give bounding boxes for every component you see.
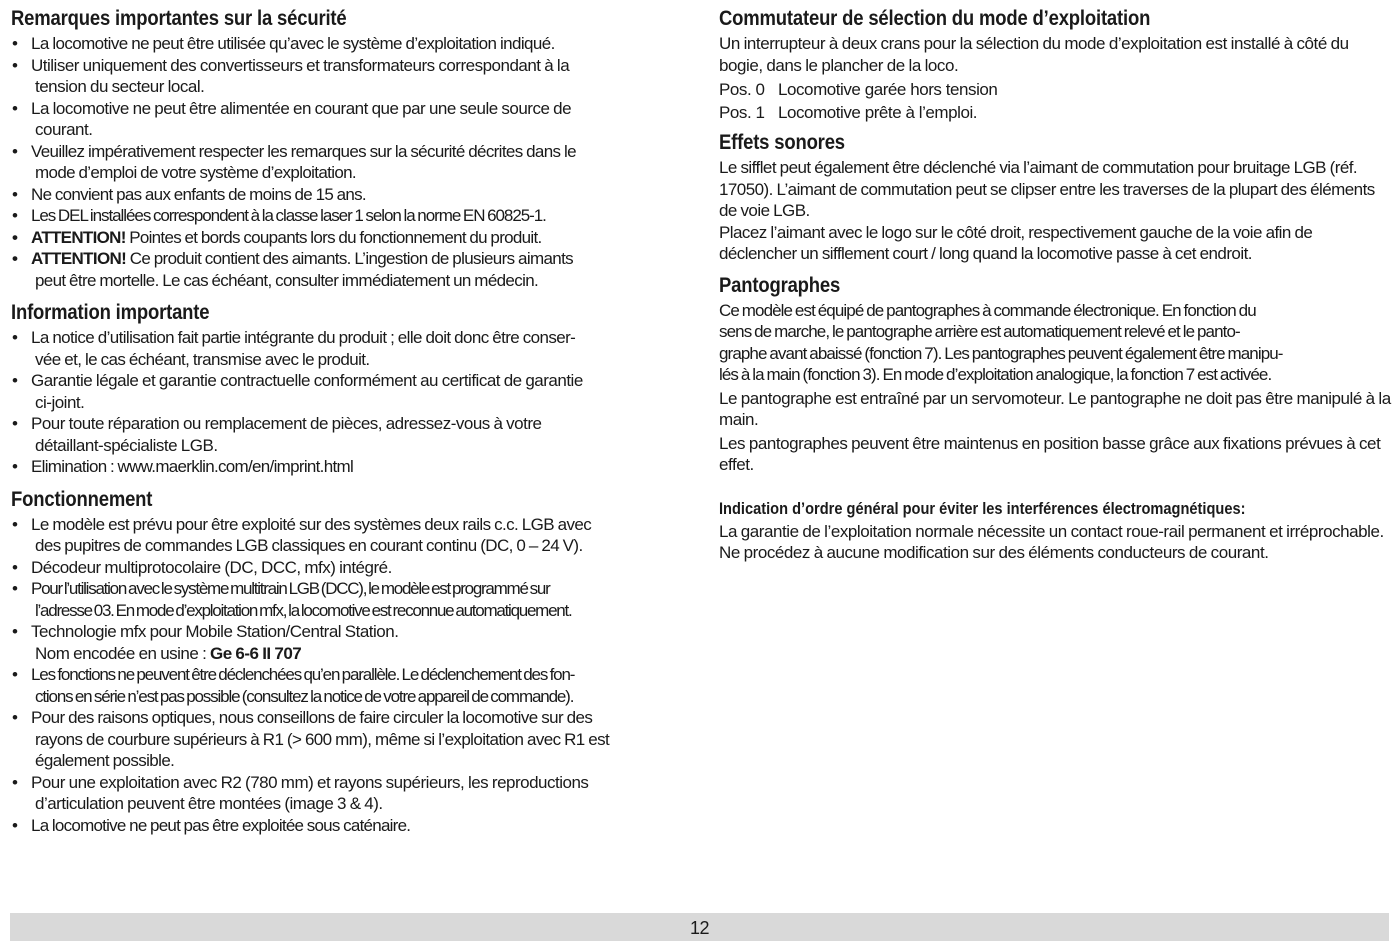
sound-paragraph-2: Placez l’aimant avec le logo sur le côté droit, respectivement gauche de la voie afin de déclencher un sifflement court / long quand la locomotive passe à cet endroit. (719, 222, 1313, 263)
footer-bar (10, 913, 1389, 941)
position-row: Pos. 0 Locomotive garée hors tension (719, 80, 998, 99)
safety-heading: Remarques importantes sur la sécurité (11, 7, 347, 30)
panto-paragraph-2: Le pantographe est entraîné par un servomoteur. Le pantographe ne doit pas être manipulé à la main. (719, 388, 1391, 429)
loco-name: Ge 6-6 II 707 (210, 643, 302, 663)
bullet-icon: • (12, 557, 18, 577)
bullet-icon: • (12, 34, 18, 53)
operation-list (11, 514, 687, 837)
list-item: • Pour une exploitation avec R2 (780 mm) et rayons supérieurs, les reproductions d’articulation peuvent être montées (image 3 & 4). (12, 772, 589, 813)
list-item: • Pour des raisons optiques, nous conseillons de faire circuler la locomotive sur des rayons de courbure supérieurs à R1 (> 600 mm), même si l’exploitation avec R1 est également possible. (12, 708, 610, 770)
list-item: • Les DEL installées correspondent à la classe laser 1 selon la norme EN 60825-1. (12, 206, 546, 225)
bullet-icon: • (12, 815, 18, 835)
operation-section (11, 487, 687, 837)
safety-section (11, 6, 687, 291)
emc-body: La garantie de l’exploitation normale nécessite un contact roue-rail permanent et irréprochable. Ne procédez à aucune modification sur des éléments conducteurs de courant. (719, 521, 1384, 562)
info-list (11, 327, 687, 478)
list-item: • ATTENTION! Pointes et bords coupants lors du fonctionnement du produit. (12, 227, 542, 247)
list-item: • Utiliser uniquement des convertisseurs et transformateurs correspondant à la tension du secteur local. (12, 55, 570, 96)
list-item: • Garantie légale et garantie contractuelle conformément au certificat de garantie ci-joint. (12, 371, 583, 412)
position-row: Pos. 1 Locomotive prête à l’emploi. (719, 103, 978, 122)
switch-body: Un interrupteur à deux crans pour la sélection du mode d’exploitation est installé à côté du bogie, dans le plancher de la loco. (719, 34, 1349, 75)
operation-heading: Fonctionnement (11, 487, 153, 511)
sound-section (719, 130, 1391, 265)
bullet-icon: • (12, 249, 18, 268)
bullet-icon: • (12, 665, 17, 684)
emc-section (719, 498, 1391, 564)
bullet-icon: • (12, 622, 18, 641)
list-item: • La locomotive ne peut être alimentée en courant que par une seule source de courant. (12, 98, 572, 139)
bullet-icon: • (12, 227, 18, 247)
attention-label: ATTENTION! (31, 227, 126, 247)
bullet-icon: • (12, 206, 17, 225)
bullet-icon: • (12, 98, 18, 118)
bullet-icon: • (12, 371, 18, 390)
list-item: • Décodeur multiprotocolaire (DC, DCC, mfx) intégré. (12, 557, 392, 577)
bullet-icon: • (12, 141, 18, 161)
list-item: • Technologie mfx pour Mobile Station/Central Station. Nom encodée en usine : Ge 6-6 II 707 (12, 622, 399, 663)
info-section (11, 300, 687, 478)
list-item: • Le modèle est prévu pour être exploité sur des systèmes deux rails c.c. LGB avec des pupitres de commandes LGB classiques en courant continu (DC, 0 – 24 V). (12, 514, 592, 555)
sound-heading: Effets sonores (719, 131, 845, 154)
bullet-icon: • (12, 579, 17, 598)
list-item: • Elimination : www.maerklin.com/en/imprint.html (12, 457, 354, 476)
safety-list (11, 33, 687, 291)
attention-label: ATTENTION! (31, 249, 127, 268)
bullet-icon: • (12, 328, 18, 347)
list-item: • Pour toute réparation ou remplacement de pièces, adressez-vous à votre détaillant-spécialiste LGB. (12, 414, 542, 455)
list-item: • Ne convient pas aux enfants de moins de 15 ans. (12, 184, 366, 204)
list-item: • ATTENTION! Ce produit contient des aimants. L’ingestion de plusieurs aimants peut être mortelle. Le cas échéant, consulter immédiatement un médecin. (12, 249, 574, 290)
emc-heading: Indication d’ordre général pour éviter les interférences électromagnétiques: (719, 498, 1246, 518)
page-number: 12 (689, 918, 710, 938)
bullet-icon: • (12, 184, 18, 204)
bullet-icon: • (12, 772, 18, 792)
bullet-icon: • (12, 414, 18, 433)
list-item: • Pour l’utilisation avec le système multitrain LGB (DCC), le modèle est programmé sur l’adresse 03. En mode d’exploitation mfx, la locomotive est reconnue automatiquement. (12, 579, 572, 620)
bullet-icon: • (12, 708, 18, 727)
bullet-icon: • (12, 514, 18, 534)
bullet-icon: • (12, 457, 18, 476)
switch-heading: Commutateur de sélection du mode d’exploitation (719, 7, 1151, 30)
list-item: • Veuillez impérativement respecter les remarques sur la sécurité décrites dans le mode d’emploi de votre système d’exploitation. (12, 141, 576, 182)
right-column (719, 6, 1391, 573)
left-column (11, 6, 687, 845)
panto-paragraph-1: Ce modèle est équipé de pantographes à commande électronique. En fonction du sens de marche, le pantographe arrière est automatiquement relevé et le panto- graphe avant abaissé (fonction 7). Les pantographes peuvent également être manipu- lés à la main (fonction 3). En mode d’exploitation analogique, la fonction 7 est activée. (719, 300, 1283, 384)
panto-paragraph-3: Les pantographes peuvent être maintenus en position basse grâce aux fixations prévues à cet effet. (719, 433, 1381, 474)
list-item: • La locomotive ne peut pas être exploitée sous caténaire. (12, 815, 411, 835)
list-item: • La notice d’utilisation fait partie intégrante du produit ; elle doit donc être conser- vée et, le cas échéant, transmise avec le produit. (12, 328, 576, 369)
bullet-icon: • (12, 55, 18, 75)
list-item: • La locomotive ne peut être utilisée qu’avec le système d’exploitation indiqué. (12, 34, 555, 53)
panto-section (719, 273, 1391, 476)
switch-section (719, 6, 1391, 124)
panto-heading: Pantographes (719, 273, 841, 297)
info-heading: Information importante (11, 301, 210, 324)
list-item: • Les fonctions ne peuvent être déclenchées qu’en parallèle. Le déclenchement des fon- ctions en série n’est pas possible (consultez la notice de votre appareil de commande). (12, 665, 575, 706)
sound-paragraph-1: Le sifflet peut également être déclenché via l’aimant de commutation pour bruitage LGB (réf. 17050). L’aimant de commutation peut se clipser entre les traverses de la plupart des éléments de voie LGB. (719, 158, 1375, 220)
